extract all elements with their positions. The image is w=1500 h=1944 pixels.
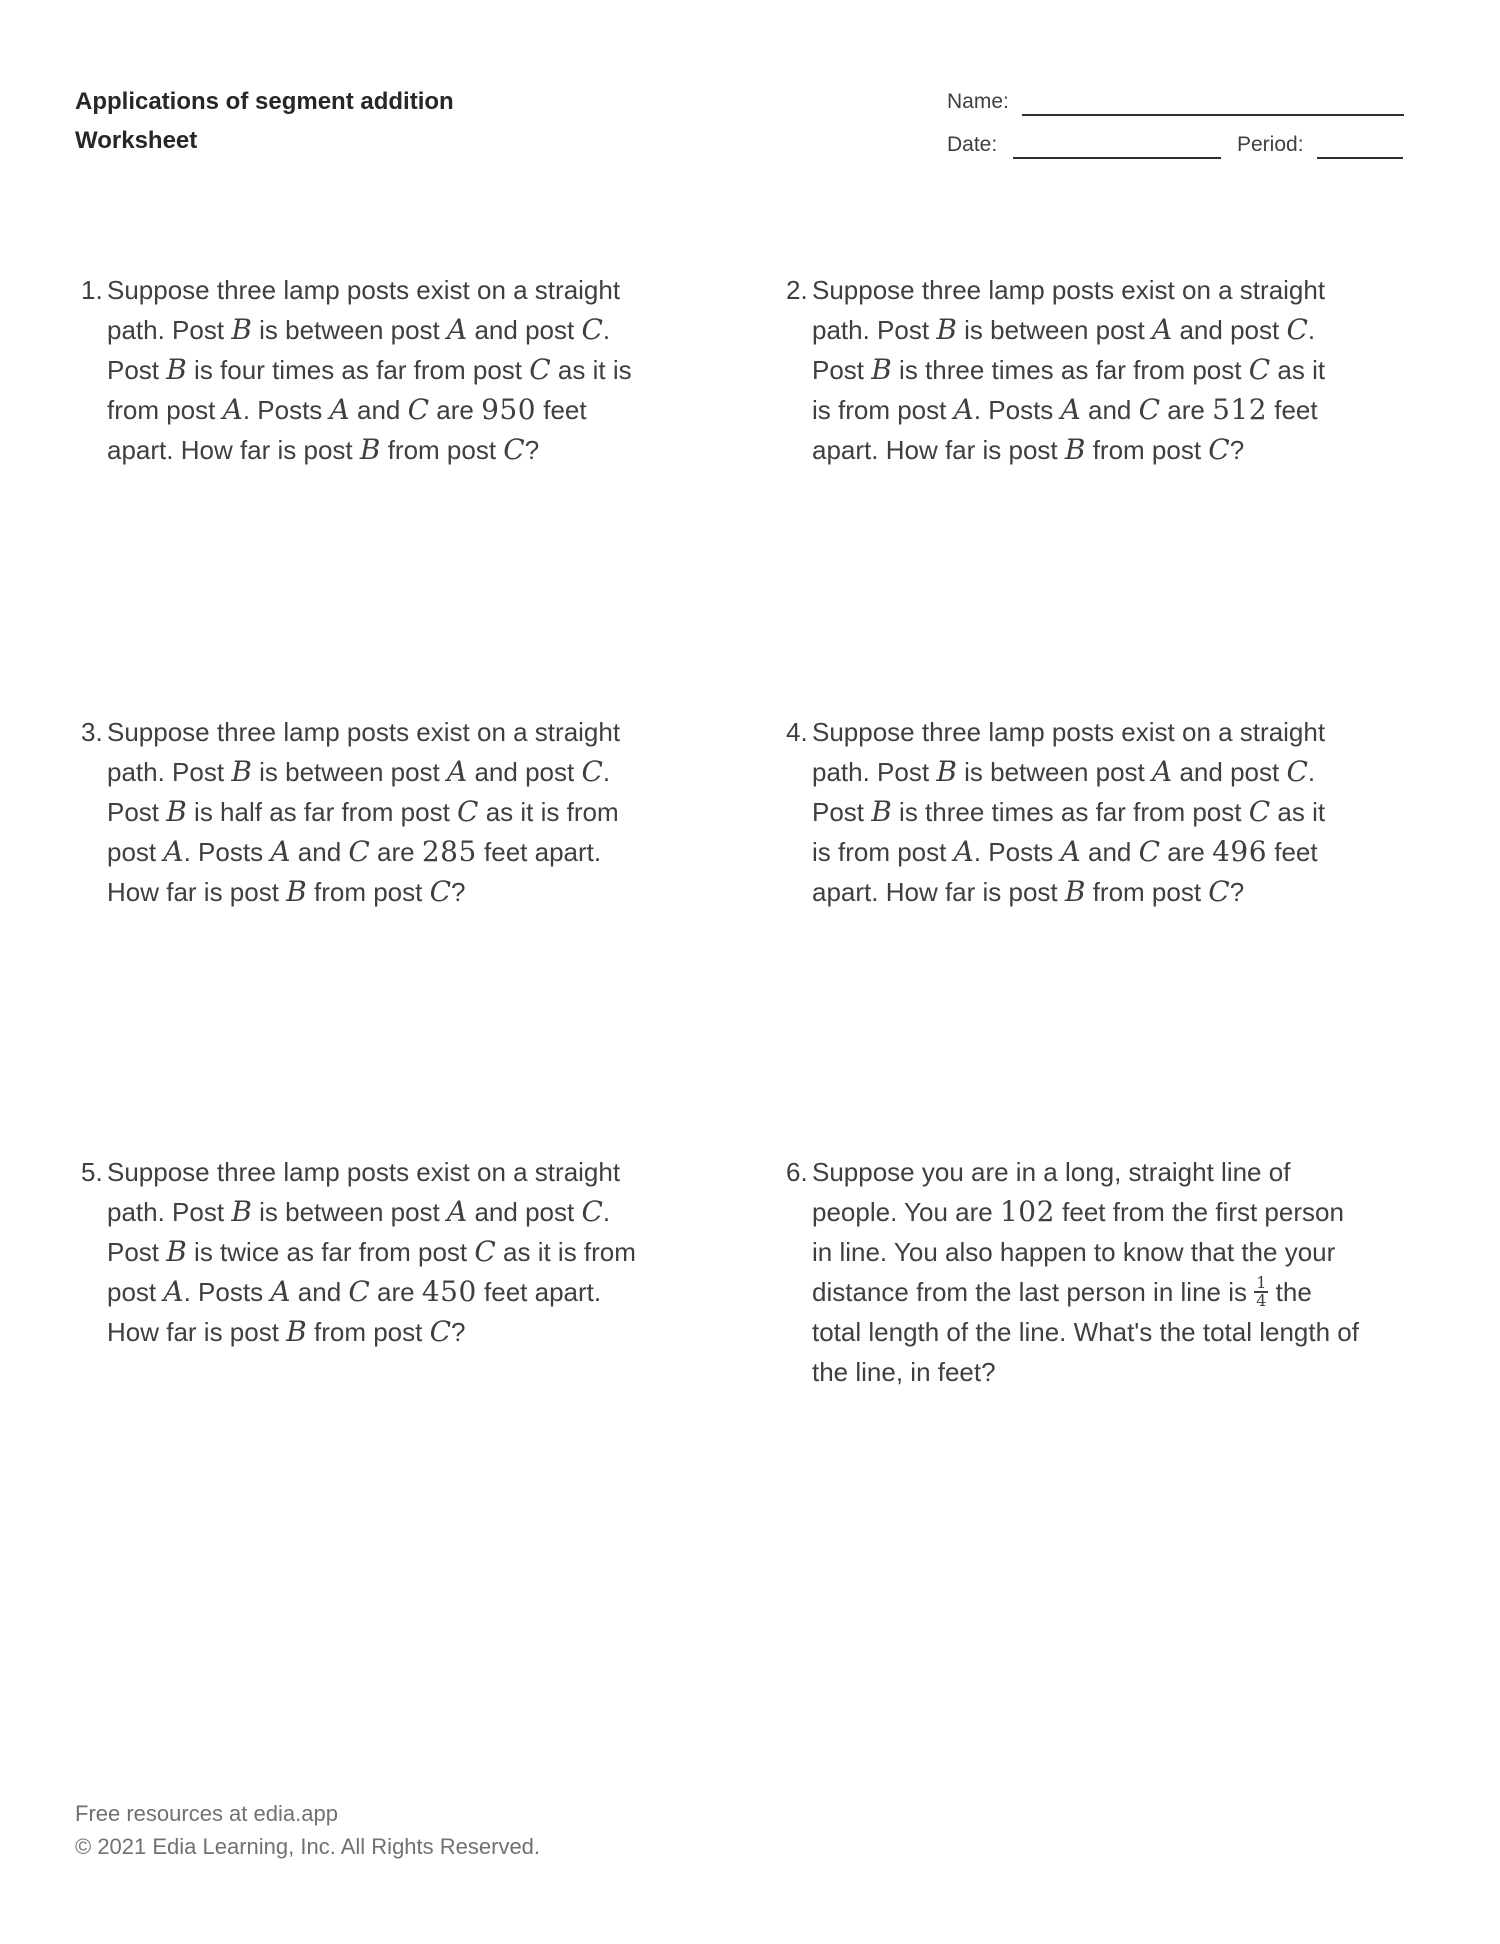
problem-text-run: the total length of the line. What's the total length of the line, in feet? — [812, 1277, 1359, 1387]
math-number: 102 — [999, 1195, 1055, 1228]
math-variable: C — [581, 755, 603, 788]
math-variable: C — [1208, 433, 1230, 466]
math-fraction — [1254, 1275, 1268, 1309]
math-variable: B — [286, 875, 307, 908]
math-variable: B — [1064, 875, 1086, 908]
math-variable: B — [231, 313, 252, 346]
problem-text-run: are — [429, 395, 482, 425]
problem-1 — [81, 270, 643, 470]
math-variable: C — [1208, 875, 1230, 908]
problem-text-run: is between post — [251, 1197, 448, 1227]
problem-text-run: and — [349, 395, 408, 425]
problem-3 — [81, 712, 643, 912]
math-variable: B — [1064, 433, 1086, 466]
problem-text-run: is three times as far from post — [891, 355, 1249, 385]
math-variable: B — [231, 755, 252, 788]
math-variable: C — [348, 835, 370, 868]
problem-text-run: is three times as far from post — [891, 797, 1249, 827]
problem-text-run: from post — [1085, 435, 1209, 465]
problem-text-run: . Posts — [973, 837, 1061, 867]
problem-number: 3. — [81, 717, 103, 747]
problem-text-run: are — [1160, 837, 1213, 867]
problem-text-run: . Post — [812, 315, 1316, 385]
math-variable: C — [407, 393, 430, 426]
math-variable: B — [231, 1195, 252, 1228]
math-variable: C — [1248, 353, 1271, 386]
math-variable: B — [936, 313, 957, 346]
fraction-denominator: 4 — [1256, 1291, 1267, 1311]
math-variable: A — [953, 835, 974, 868]
problem-text-run: . Post — [107, 757, 611, 827]
problem-text-run: . Post — [107, 315, 611, 385]
problem-number: 1. — [81, 275, 103, 305]
problem-text-run: Suppose three lamp posts exist on a straight path. Post — [107, 275, 621, 345]
math-variable: B — [871, 353, 892, 386]
problem-text-run: as it is from post — [107, 797, 619, 867]
problem-text — [812, 1152, 1364, 1392]
math-variable: A — [447, 755, 468, 788]
problem-number: 4. — [786, 717, 808, 747]
math-variable: A — [329, 393, 350, 426]
problem-text-run: and post — [1172, 315, 1287, 345]
math-variable: C — [429, 1315, 452, 1348]
problem-number: 5. — [81, 1157, 103, 1187]
problem-text-run: Suppose three lamp posts exist on a straight path. Post — [812, 717, 1326, 787]
math-number: 450 — [421, 1275, 477, 1308]
problem-text-run: Suppose you are in a long, straight line of people. You are — [812, 1157, 1291, 1227]
problem-text-run: and post — [467, 1197, 582, 1227]
math-variable: A — [222, 393, 243, 426]
math-variable: C — [1286, 755, 1308, 788]
math-variable: B — [166, 1235, 187, 1268]
problem-text-run: are — [369, 837, 422, 867]
problem-text-run: ? — [1229, 877, 1245, 907]
problem-text-run: is between post — [251, 315, 448, 345]
math-variable: A — [1060, 393, 1081, 426]
problem-text-run: . Post — [107, 1197, 611, 1267]
math-variable: B — [871, 795, 892, 828]
math-variable: B — [166, 353, 187, 386]
page-footer — [75, 1797, 540, 1863]
problem-text-run: feet apart. How far is post — [107, 395, 587, 465]
problem-text-run: Suppose three lamp posts exist on a straight path. Post — [107, 717, 621, 787]
name-label: Name: — [947, 90, 1009, 113]
problem-text-run: is twice as far from post — [186, 1237, 475, 1267]
period-blank-line — [1317, 157, 1403, 159]
problem-text-run: feet apart. How far is post — [812, 395, 1318, 465]
problem-text-run: feet apart. How far is post — [107, 1277, 602, 1347]
problem-text-run: from post — [380, 435, 504, 465]
math-variable: B — [166, 795, 187, 828]
problem-text-run: from post — [1085, 877, 1209, 907]
page-title — [75, 82, 454, 160]
math-variable: C — [1138, 835, 1161, 868]
problem-text — [812, 270, 1348, 470]
problem-text-run: as it is from post — [812, 355, 1326, 425]
math-variable: C — [581, 1195, 603, 1228]
problem-text-run: . Posts — [973, 395, 1061, 425]
problem-text-run: is half as far from post — [186, 797, 458, 827]
problem-6 — [786, 1152, 1364, 1392]
problem-4 — [786, 712, 1348, 912]
math-variable: A — [270, 835, 291, 868]
problem-text-run: Suppose three lamp posts exist on a straight path. Post — [812, 275, 1326, 345]
problem-text-run: from post — [306, 1317, 430, 1347]
problem-text — [107, 1152, 643, 1352]
problem-text-run: ? — [1229, 435, 1245, 465]
name-blank-line — [1022, 114, 1404, 116]
math-variable: B — [359, 433, 381, 466]
period-label: Period: — [1237, 133, 1304, 156]
problem-text-run: . Posts — [183, 1277, 271, 1307]
math-variable: A — [447, 313, 468, 346]
problem-text-run: as it is from post — [107, 1237, 636, 1307]
date-blank-line — [1013, 157, 1221, 159]
math-variable: C — [1248, 795, 1271, 828]
title-line-1: Applications of segment addition — [75, 88, 454, 115]
math-number: 285 — [421, 835, 477, 868]
problem-text-run: is between post — [956, 757, 1153, 787]
math-variable: C — [529, 353, 551, 386]
math-variable: C — [429, 875, 452, 908]
problem-text-run: feet apart. How far is post — [107, 837, 602, 907]
problem-text-run: Suppose three lamp posts exist on a straight path. Post — [107, 1157, 621, 1227]
problem-text — [107, 712, 643, 912]
problem-text-run: and — [290, 1277, 349, 1307]
math-variable: C — [503, 433, 525, 466]
problem-2 — [786, 270, 1348, 470]
math-variable: C — [1286, 313, 1308, 346]
math-number: 950 — [481, 393, 537, 426]
footer-resources: Free resources at edia.app — [75, 1801, 338, 1826]
math-variable: A — [163, 1275, 184, 1308]
math-variable: C — [581, 313, 603, 346]
math-number: 512 — [1212, 393, 1268, 426]
problem-text-run: and post — [1172, 757, 1287, 787]
problem-5 — [81, 1152, 643, 1352]
problem-text-run: and — [1080, 837, 1139, 867]
problem-text-run: and post — [467, 315, 582, 345]
problem-number: 2. — [786, 275, 808, 305]
math-variable: A — [270, 1275, 291, 1308]
problem-text-run: ? — [524, 435, 540, 465]
date-label: Date: — [947, 133, 998, 156]
problem-text-run: and post — [467, 757, 582, 787]
problem-text-run: is four times as far from post — [186, 355, 530, 385]
problem-text-run: as it is from post — [812, 797, 1326, 867]
math-variable: A — [1152, 755, 1173, 788]
title-line-2: Worksheet — [75, 127, 198, 154]
problem-text-run: are — [369, 1277, 422, 1307]
problem-text-run: from post — [306, 877, 430, 907]
problem-text-run: is between post — [251, 757, 448, 787]
problem-text — [812, 712, 1348, 912]
problem-text-run: feet apart. How far is post — [812, 837, 1318, 907]
problem-text-run: . Posts — [183, 837, 271, 867]
problem-text-run: is between post — [956, 315, 1153, 345]
math-variable: C — [1138, 393, 1161, 426]
problem-text — [107, 270, 643, 470]
fraction-numerator: 1 — [1256, 1273, 1267, 1293]
problem-text-run: and — [290, 837, 349, 867]
math-variable: B — [936, 755, 957, 788]
math-variable: A — [1060, 835, 1081, 868]
problem-number: 6. — [786, 1157, 808, 1187]
math-variable: A — [163, 835, 184, 868]
problem-text-run: . Post — [812, 757, 1316, 827]
math-variable: C — [348, 1275, 370, 1308]
math-variable: A — [1152, 313, 1173, 346]
footer-copyright: © 2021 Edia Learning, Inc. All Rights Reserved. — [75, 1834, 541, 1859]
math-variable: C — [474, 1235, 496, 1268]
math-variable: C — [457, 795, 479, 828]
problem-text-run: ? — [451, 1317, 466, 1347]
math-number: 496 — [1212, 835, 1268, 868]
problem-text-run: are — [1160, 395, 1213, 425]
math-variable: A — [953, 393, 974, 426]
problem-text-run: and — [1080, 395, 1139, 425]
math-variable: B — [286, 1315, 307, 1348]
problem-text-run: feet from the first person in line. You also happen to know that the your distance from the last person in line is — [812, 1197, 1344, 1307]
problem-text-run: ? — [451, 877, 466, 907]
problem-text-run: . Posts — [242, 395, 330, 425]
problem-text-run: as it is from post — [107, 355, 632, 425]
math-variable: A — [447, 1195, 468, 1228]
